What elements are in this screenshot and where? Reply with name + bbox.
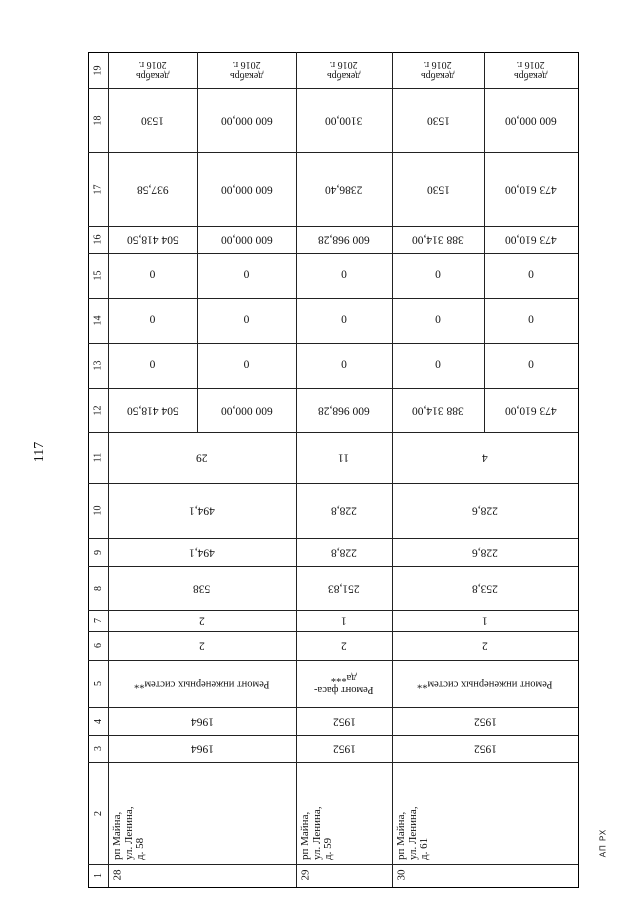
grid-line bbox=[197, 88, 198, 152]
row-number: 29 bbox=[299, 870, 312, 881]
grid-line bbox=[392, 152, 393, 226]
grid-line bbox=[484, 88, 485, 152]
grid-line bbox=[296, 88, 297, 152]
value-c17: 1530 bbox=[426, 183, 450, 196]
value-c12: 388 314,00 bbox=[412, 404, 464, 417]
column-number: 12 bbox=[92, 405, 104, 415]
value-c6: 2 bbox=[199, 639, 205, 652]
grid-line bbox=[392, 483, 393, 538]
value-c15: 0 bbox=[528, 269, 534, 282]
value-c11: 11 bbox=[338, 451, 350, 464]
value-c18: 3100,00 bbox=[325, 114, 363, 127]
value-c15: 0 bbox=[243, 269, 250, 282]
grid-line bbox=[392, 735, 393, 762]
year-built: 1952 bbox=[332, 742, 356, 755]
grid-line bbox=[392, 538, 393, 566]
value-c16: 600 968,28 bbox=[318, 233, 370, 246]
column-number: 19 bbox=[92, 65, 104, 75]
value-c11: 4 bbox=[482, 451, 488, 464]
grid-line bbox=[88, 253, 578, 254]
address: рп Майна, ул. Ленина, д. 59 bbox=[299, 806, 335, 860]
footer-mark: АП РХ bbox=[598, 828, 608, 858]
column-number: 6 bbox=[92, 643, 104, 648]
grid-line bbox=[296, 660, 297, 707]
grid-line bbox=[296, 52, 297, 88]
column-number: 1 bbox=[92, 873, 104, 878]
grid-line bbox=[392, 631, 393, 660]
grid-line bbox=[88, 88, 578, 89]
grid-line bbox=[197, 226, 198, 253]
value-c12: 600 000,00 bbox=[220, 404, 273, 417]
grid-line bbox=[296, 707, 297, 735]
value-c18: 1530 bbox=[141, 114, 164, 127]
column-number: 18 bbox=[92, 115, 104, 125]
grid-line bbox=[88, 610, 578, 611]
column-number: 3 bbox=[92, 746, 104, 751]
column-number: 9 bbox=[92, 549, 104, 555]
address: рп Майна, ул. Ленина, д. 61 bbox=[395, 806, 431, 860]
grid-line bbox=[392, 226, 393, 253]
grid-line bbox=[88, 226, 578, 227]
grid-line bbox=[88, 152, 578, 153]
grid-line bbox=[484, 298, 485, 343]
address: рп Майна, ул. Ленина, д. 58 bbox=[111, 806, 147, 860]
value-c15: 0 bbox=[149, 269, 156, 282]
value-c8: 538 bbox=[193, 582, 211, 595]
grid-line bbox=[88, 762, 578, 763]
grid-line bbox=[392, 52, 393, 88]
grid-line bbox=[296, 226, 297, 253]
grid-line bbox=[392, 660, 393, 707]
grid-line bbox=[484, 253, 485, 298]
value-c9: 228,8 bbox=[331, 546, 357, 559]
column-number: 11 bbox=[92, 452, 104, 463]
grid-line bbox=[296, 610, 297, 631]
grid-line bbox=[392, 432, 393, 483]
value-c14: 0 bbox=[149, 314, 156, 327]
grid-line bbox=[88, 483, 578, 484]
value-c13: 0 bbox=[243, 359, 250, 372]
grid-line bbox=[88, 52, 578, 53]
column-number: 17 bbox=[92, 184, 104, 194]
grid-line bbox=[197, 152, 198, 226]
grid-line bbox=[296, 152, 297, 226]
value-c13: 0 bbox=[528, 359, 534, 372]
value-c18: 1530 bbox=[426, 114, 450, 127]
grid-line bbox=[88, 298, 578, 299]
value-c16: 473 610,00 bbox=[505, 233, 557, 246]
value-c7: 1 bbox=[482, 614, 488, 627]
value-c12: 504 418,50 bbox=[126, 404, 179, 417]
value-c14: 0 bbox=[435, 314, 441, 327]
grid-line bbox=[88, 864, 578, 865]
grid-line bbox=[88, 707, 578, 708]
year-built: 1964 bbox=[190, 742, 214, 755]
value-c18: 600 000,00 bbox=[505, 114, 557, 127]
grid-line bbox=[392, 88, 393, 152]
column-number: 14 bbox=[92, 315, 104, 326]
column-number: 10 bbox=[92, 505, 104, 516]
year-commissioned: 1952 bbox=[332, 715, 356, 728]
value-c15: 0 bbox=[435, 269, 441, 282]
grid-line bbox=[296, 735, 297, 762]
value-c17: 937,58 bbox=[136, 183, 169, 196]
grid-line bbox=[578, 52, 579, 887]
value-c9: 228,6 bbox=[472, 546, 498, 559]
completion-date: декабрь 2016 г. bbox=[135, 59, 170, 81]
value-c17: 600 000,00 bbox=[220, 183, 273, 196]
grid-line bbox=[88, 538, 578, 539]
grid-line bbox=[484, 226, 485, 253]
grid-line bbox=[88, 343, 578, 344]
value-c14: 0 bbox=[528, 314, 534, 327]
value-c18: 600 000,00 bbox=[220, 114, 273, 127]
grid-line bbox=[296, 762, 297, 864]
value-c6: 2 bbox=[341, 639, 347, 652]
value-c6: 2 bbox=[482, 639, 488, 652]
value-c17: 2386,40 bbox=[325, 183, 363, 196]
grid-line bbox=[392, 566, 393, 610]
column-number: 2 bbox=[92, 810, 104, 816]
value-c17: 473 610,00 bbox=[505, 183, 557, 196]
value-c14: 0 bbox=[243, 314, 250, 327]
column-number: 16 bbox=[92, 234, 104, 245]
value-c13: 0 bbox=[435, 359, 441, 372]
grid-line bbox=[88, 660, 578, 661]
value-c13: 0 bbox=[149, 359, 156, 372]
value-c12: 473 610,00 bbox=[505, 404, 557, 417]
value-c8: 251,83 bbox=[328, 582, 360, 595]
value-c7: 1 bbox=[341, 614, 347, 627]
grid-line bbox=[392, 253, 393, 298]
value-c16: 600 000,00 bbox=[220, 233, 273, 246]
column-number: 15 bbox=[92, 270, 104, 281]
value-c11: 29 bbox=[196, 451, 208, 464]
grid-line bbox=[88, 566, 578, 567]
value-c7: 2 bbox=[199, 614, 205, 627]
value-c8: 253,8 bbox=[472, 582, 498, 595]
value-c12: 600 968,28 bbox=[318, 404, 370, 417]
year-commissioned: 1952 bbox=[473, 715, 497, 728]
grid-line bbox=[197, 343, 198, 388]
page-number: 117 bbox=[32, 441, 47, 463]
column-number: 7 bbox=[92, 618, 104, 623]
grid-line bbox=[88, 887, 579, 888]
grid-line bbox=[296, 298, 297, 343]
completion-date: декабрь 2016 г. bbox=[514, 59, 548, 81]
year-built: 1952 bbox=[473, 742, 497, 755]
grid-line bbox=[392, 388, 393, 432]
completion-date: декабрь 2016 г. bbox=[229, 59, 264, 81]
grid-line bbox=[197, 388, 198, 432]
value-c13: 0 bbox=[341, 359, 347, 372]
work-type: Ремонт фаса- да*** bbox=[314, 672, 374, 696]
value-c10: 228,8 bbox=[331, 504, 357, 517]
column-number: 13 bbox=[92, 360, 104, 371]
grid-line bbox=[484, 52, 485, 88]
grid-line bbox=[296, 483, 297, 538]
grid-line bbox=[484, 152, 485, 226]
grid-line bbox=[296, 864, 297, 887]
grid-line bbox=[88, 735, 578, 736]
grid-line bbox=[88, 388, 578, 389]
column-number: 5 bbox=[92, 681, 104, 686]
value-c15: 0 bbox=[341, 269, 347, 282]
column-number: 8 bbox=[92, 585, 104, 591]
grid-line bbox=[296, 538, 297, 566]
grid-line bbox=[197, 52, 198, 88]
grid-line bbox=[392, 298, 393, 343]
value-c10: 494,1 bbox=[189, 504, 215, 517]
column-number: 4 bbox=[92, 718, 104, 724]
grid-line bbox=[392, 707, 393, 735]
grid-line bbox=[392, 864, 393, 887]
work-type: Ремонт инженерных систем** bbox=[417, 678, 553, 690]
value-c10: 228,6 bbox=[472, 504, 498, 517]
grid-line bbox=[484, 388, 485, 432]
grid-line bbox=[296, 566, 297, 610]
grid-line bbox=[88, 631, 578, 632]
row-number: 28 bbox=[111, 870, 124, 881]
completion-date: декабрь 2016 г. bbox=[327, 59, 361, 81]
grid-line bbox=[88, 432, 578, 433]
value-c16: 504 418,50 bbox=[126, 233, 179, 246]
grid-line bbox=[296, 432, 297, 483]
work-type: Ремонт инженерных систем** bbox=[134, 678, 270, 690]
completion-date: декабрь 2016 г. bbox=[421, 59, 455, 81]
grid-line bbox=[296, 388, 297, 432]
grid-line bbox=[392, 343, 393, 388]
grid-line bbox=[296, 343, 297, 388]
value-c9: 494,1 bbox=[189, 546, 215, 559]
value-c14: 0 bbox=[341, 314, 347, 327]
year-commissioned: 1964 bbox=[190, 715, 214, 728]
grid-line bbox=[296, 253, 297, 298]
grid-line bbox=[296, 631, 297, 660]
row-number: 30 bbox=[395, 870, 408, 881]
grid-line bbox=[197, 253, 198, 298]
grid-line bbox=[197, 298, 198, 343]
grid-line bbox=[392, 610, 393, 631]
grid-line bbox=[484, 343, 485, 388]
grid-line bbox=[392, 762, 393, 864]
value-c16: 388 314,00 bbox=[412, 233, 464, 246]
